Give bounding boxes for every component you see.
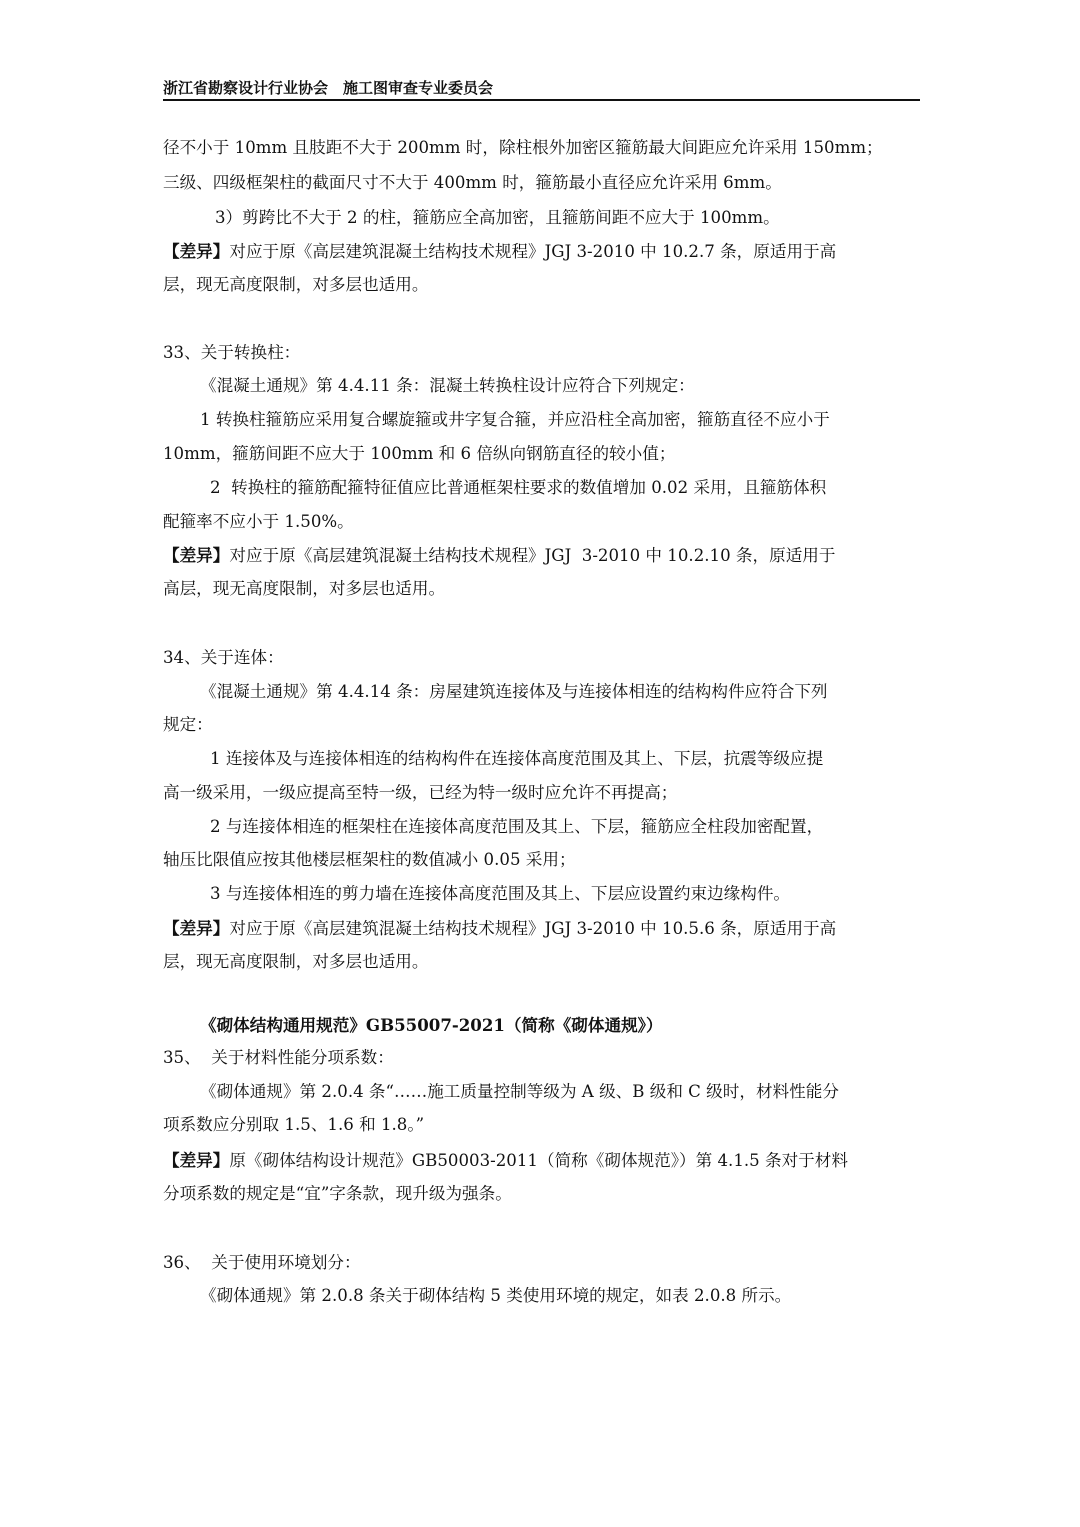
text-line: 2 转换柱的箍筋配箍特征值应比普通框架柱要求的数值增加 0.02 采用，且箍筋体积 [210, 478, 827, 497]
section-heading: 35、 关于材料性能分项系数： [163, 1048, 394, 1067]
section-heading: 34、关于连体： [163, 648, 284, 667]
text-line: 【差异】对应于原《高层建筑混凝土结构技术规程》JGJ 3-2010 中 10.2.7 条，原适用于高 [163, 241, 837, 261]
text-line: 规定： [163, 715, 213, 734]
text-line: 1 转换柱箍筋应采用复合螺旋箍或井字复合箍，并应沿柱全高加密，箍筋直径不应小于 [200, 410, 830, 429]
page-header: 浙江省勘察设计行业协会 施工图审查专业委员会 [163, 79, 494, 97]
section-heading: 33、关于转换柱： [163, 343, 301, 362]
text-line: 轴压比限值应按其他楼层框架柱的数值减小 0.05 采用； [163, 850, 576, 869]
text-line: 【差异】对应于原《高层建筑混凝土结构技术规程》JGJ 3-2010 中 10.5.6 条，原适用于高 [163, 918, 837, 938]
difference-tag: 【差异】 [163, 241, 230, 261]
text-line: 10mm，箍筋间距不应大于 100mm 和 6 倍纵向钢筋直径的较小值； [163, 444, 676, 463]
text-line: 高层，现无高度限制，对多层也适用。 [163, 579, 446, 598]
header-rule [163, 99, 920, 101]
text-line: 项系数应分别取 1.5、1.6 和 1.8。” [163, 1115, 425, 1134]
difference-tag: 【差异】 [163, 545, 230, 565]
text-line: 径不小于 10mm 且肢距不大于 200mm 时，除柱根外加密区箍筋最大间距应允许采用 150mm； [163, 138, 883, 157]
standard-title: 《砌体结构通用规范》GB55007-2021（简称《砌体通规》） [200, 1015, 663, 1035]
text-line: 层，现无高度限制，对多层也适用。 [163, 952, 429, 971]
text-line: 《砌体通规》第 2.0.4 条“……施工质量控制等级为 A 级、B 级和 C 级时，材料性能分 [200, 1082, 839, 1101]
text-line: 1 连接体及与连接体相连的结构构件在连接体高度范围及其上、下层，抗震等级应提 [210, 749, 824, 768]
text-line: 《砌体通规》第 2.0.8 条关于砌体结构 5 类使用环境的规定，如表 2.0.8 所示。 [200, 1286, 792, 1305]
text-line: 层，现无高度限制，对多层也适用。 [163, 275, 429, 294]
text-line: 3 与连接体相连的剪力墙在连接体高度范围及其上、下层应设置约束边缘构件。 [210, 884, 791, 903]
text-line: 配箍率不应小于 1.50%。 [163, 512, 354, 531]
difference-tag: 【差异】 [163, 1150, 230, 1170]
text-line: 三级、四级框架柱的截面尺寸不大于 400mm 时，箍筋最小直径应允许采用 6mm。 [163, 173, 782, 192]
text-line: 高一级采用，一级应提高至特一级，已经为特一级时应允许不再提高； [163, 783, 678, 802]
text-line: 《混凝土通规》第 4.4.14 条：房屋建筑连接体及与连接体相连的结构构件应符合下列 [200, 682, 828, 701]
text-line: 【差异】对应于原《高层建筑混凝土结构技术规程》JGJ 3-2010 中 10.2.10 条，原适用于 [163, 545, 836, 565]
text-line: 3）剪跨比不大于 2 的柱，箍筋应全高加密，且箍筋间距不应大于 100mm。 [215, 208, 780, 227]
text-line: 2 与连接体相连的框架柱在连接体高度范围及其上、下层，箍筋应全柱段加密配置， [210, 817, 824, 836]
text-line: 【差异】原《砌体结构设计规范》GB50003-2011（简称《砌体规范》）第 4.1.5 条对于材料 [163, 1150, 848, 1170]
text-line: 分项系数的规定是“宜”字条款，现升级为强条。 [163, 1184, 512, 1203]
text-line: 《混凝土通规》第 4.4.11 条：混凝土转换柱设计应符合下列规定： [200, 376, 695, 395]
difference-tag: 【差异】 [163, 918, 230, 938]
section-heading: 36、 关于使用环境划分： [163, 1253, 361, 1272]
